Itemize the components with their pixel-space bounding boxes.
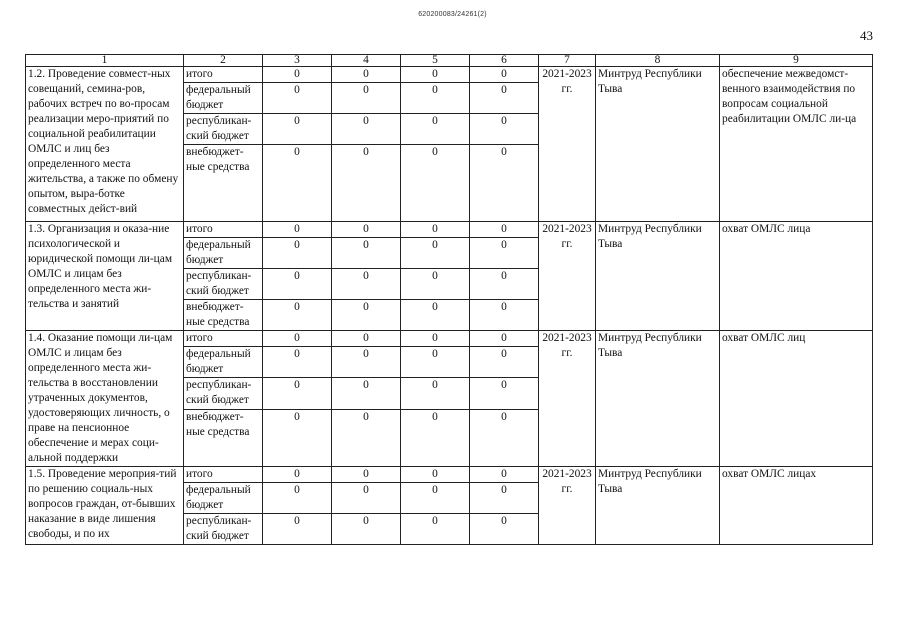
value-cell-col3: 0 <box>263 300 332 331</box>
program-table <box>25 54 873 545</box>
value-cell-col4: 0 <box>332 331 401 347</box>
value-cell-col5: 0 <box>401 145 470 222</box>
value-cell-col4: 0 <box>332 269 401 300</box>
value-cell-col3: 0 <box>263 269 332 300</box>
value-cell-col3: 0 <box>263 483 332 514</box>
funding-source-cell: федеральный бюджет <box>184 83 263 114</box>
column-number: 7 <box>539 55 596 67</box>
funding-source-cell: республикан-ский бюджет <box>184 514 263 545</box>
executor-cell: Минтруд Республики Тыва <box>596 67 720 222</box>
column-number: 4 <box>332 55 401 67</box>
column-number: 5 <box>401 55 470 67</box>
value-cell-col3: 0 <box>263 514 332 545</box>
value-cell-col3: 0 <box>263 238 332 269</box>
value-cell-col5: 0 <box>401 331 470 347</box>
value-cell-col4: 0 <box>332 347 401 378</box>
result-cell: охват ОМЛС лицах <box>720 467 873 545</box>
funding-source-cell: республикан-ский бюджет <box>184 269 263 300</box>
activity-cell: 1.5. Проведение мероприя-тий по решению социаль-ных вопросов граждан, от-бывших наказание в виде лишения свободы, и по их <box>26 467 184 545</box>
result-cell: обеспечение межведомст-венного взаимодействия по вопросам социальной реабилитации ОМЛС ли-ца <box>720 67 873 222</box>
funding-source-cell: республикан-ский бюджет <box>184 378 263 409</box>
column-number: 8 <box>596 55 720 67</box>
value-cell-col3: 0 <box>263 83 332 114</box>
value-cell-col6: 0 <box>470 331 539 347</box>
activity-row <box>26 467 873 483</box>
value-cell-col6: 0 <box>470 269 539 300</box>
value-cell-col6: 0 <box>470 378 539 409</box>
value-cell-col4: 0 <box>332 238 401 269</box>
value-cell-col3: 0 <box>263 222 332 238</box>
value-cell-col5: 0 <box>401 238 470 269</box>
column-number: 1 <box>26 55 184 67</box>
value-cell-col6: 0 <box>470 67 539 83</box>
funding-source-cell: внебюджет-ные средства <box>184 300 263 331</box>
funding-source-cell: итого <box>184 331 263 347</box>
value-cell-col4: 0 <box>332 114 401 145</box>
value-cell-col6: 0 <box>470 347 539 378</box>
value-cell-col6: 0 <box>470 222 539 238</box>
activity-row <box>26 331 873 347</box>
value-cell-col4: 0 <box>332 467 401 483</box>
funding-source-cell: итого <box>184 467 263 483</box>
value-cell-col4: 0 <box>332 514 401 545</box>
value-cell-col3: 0 <box>263 331 332 347</box>
value-cell-col6: 0 <box>470 409 539 466</box>
value-cell-col4: 0 <box>332 378 401 409</box>
value-cell-col4: 0 <box>332 83 401 114</box>
funding-source-cell: итого <box>184 222 263 238</box>
column-number-row <box>26 55 873 67</box>
column-number: 3 <box>263 55 332 67</box>
value-cell-col6: 0 <box>470 467 539 483</box>
value-cell-col4: 0 <box>332 145 401 222</box>
activity-cell: 1.3. Организация и оказа-ние психологической и юридической помощи ли-цам ОМЛС и лицам без определенного места жи-тельства и занятий <box>26 222 184 331</box>
activity-row <box>26 67 873 83</box>
value-cell-col4: 0 <box>332 300 401 331</box>
value-cell-col5: 0 <box>401 300 470 331</box>
value-cell-col5: 0 <box>401 409 470 466</box>
period-cell: 2021-2023 гг. <box>539 67 596 222</box>
value-cell-col5: 0 <box>401 67 470 83</box>
value-cell-col5: 0 <box>401 483 470 514</box>
executor-cell: Минтруд Республики Тыва <box>596 331 720 467</box>
value-cell-col6: 0 <box>470 238 539 269</box>
activity-row <box>26 222 873 238</box>
value-cell-col5: 0 <box>401 514 470 545</box>
funding-source-cell: федеральный бюджет <box>184 238 263 269</box>
period-cell: 2021-2023 гг. <box>539 331 596 467</box>
value-cell-col3: 0 <box>263 114 332 145</box>
column-number: 6 <box>470 55 539 67</box>
executor-cell: Минтруд Республики Тыва <box>596 222 720 331</box>
value-cell-col6: 0 <box>470 300 539 331</box>
funding-source-cell: внебюджет-ные средства <box>184 145 263 222</box>
value-cell-col3: 0 <box>263 67 332 83</box>
value-cell-col6: 0 <box>470 145 539 222</box>
period-cell: 2021-2023 гг. <box>539 467 596 545</box>
value-cell-col6: 0 <box>470 483 539 514</box>
period-cell: 2021-2023 гг. <box>539 222 596 331</box>
value-cell-col3: 0 <box>263 145 332 222</box>
value-cell-col3: 0 <box>263 347 332 378</box>
value-cell-col6: 0 <box>470 114 539 145</box>
activity-cell: 1.4. Оказание помощи ли-цам ОМЛС и лицам без определенного места жи-тельства в восстановлении утраченных документов, удостоверяющих личность, о праве на пенсионное обеспечение и мерах соци-альной поддержки <box>26 331 184 467</box>
value-cell-col4: 0 <box>332 67 401 83</box>
value-cell-col5: 0 <box>401 114 470 145</box>
value-cell-col6: 0 <box>470 514 539 545</box>
value-cell-col5: 0 <box>401 222 470 238</box>
funding-source-cell: внебюджет-ные средства <box>184 409 263 466</box>
column-number: 2 <box>184 55 263 67</box>
funding-source-cell: федеральный бюджет <box>184 347 263 378</box>
value-cell-col5: 0 <box>401 83 470 114</box>
column-number: 9 <box>720 55 873 67</box>
executor-cell: Минтруд Республики Тыва <box>596 467 720 545</box>
value-cell-col3: 0 <box>263 378 332 409</box>
funding-source-cell: федеральный бюджет <box>184 483 263 514</box>
value-cell-col4: 0 <box>332 222 401 238</box>
value-cell-col5: 0 <box>401 378 470 409</box>
funding-source-cell: республикан-ский бюджет <box>184 114 263 145</box>
result-cell: охват ОМЛС лица <box>720 222 873 331</box>
funding-source-cell: итого <box>184 67 263 83</box>
document-id: 620200083/24261(2) <box>418 11 487 18</box>
value-cell-col4: 0 <box>332 483 401 514</box>
value-cell-col6: 0 <box>470 83 539 114</box>
value-cell-col5: 0 <box>401 467 470 483</box>
value-cell-col3: 0 <box>263 409 332 466</box>
value-cell-col5: 0 <box>401 269 470 300</box>
value-cell-col4: 0 <box>332 409 401 466</box>
result-cell: охват ОМЛС лиц <box>720 331 873 467</box>
activity-cell: 1.2. Проведение совмест-ных совещаний, семина-ров, рабочих встреч по во-просам реализации меро-приятий по социальной реабилитации ОМЛС и лиц без определенного места жительства, а также по обмену опытом, выра-ботке совместных дейст-вий <box>26 67 184 222</box>
page-number: 43 <box>860 28 873 43</box>
value-cell-col3: 0 <box>263 467 332 483</box>
value-cell-col5: 0 <box>401 347 470 378</box>
